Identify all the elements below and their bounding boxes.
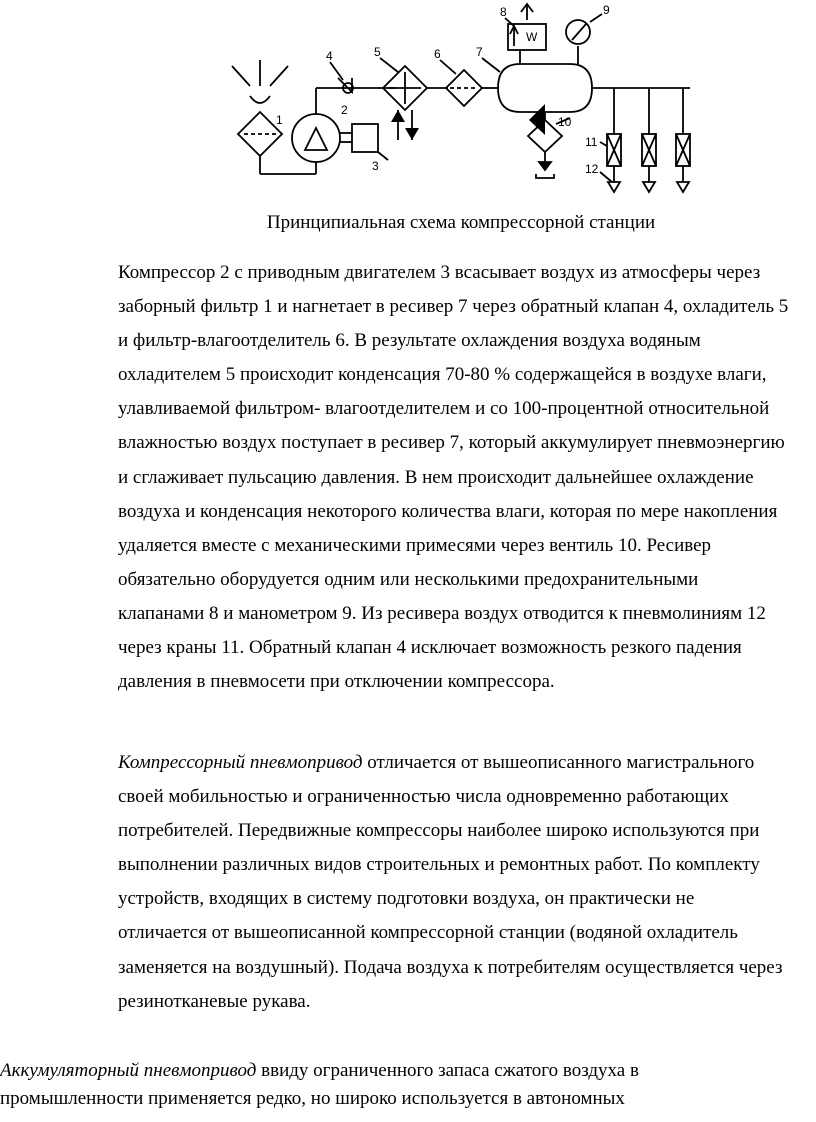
text-line: воздуха и конденсация некоторого количества влаги, которая по мере накопления [118, 500, 778, 522]
label-8: 8 [500, 5, 507, 19]
text-line: влажностью воздух поступает в ресивер 7, который аккумулирует пневмоэнергию [118, 432, 785, 454]
text-line: Компрессор 2 с приводным двигателем 3 всасывает воздух из атмосферы через [118, 262, 761, 283]
label-9: 9 [603, 3, 610, 17]
label-5: 5 [374, 45, 381, 59]
italic-term: Аккумуляторный пневмопривод [0, 1060, 257, 1081]
figure-caption: Принципиальная схема компрессорной станции [266, 212, 656, 233]
text-line: обязательно оборудуется одним или несколькими предохранительными [118, 568, 699, 590]
text-line: выполнении различных видов строительных и ремонтных работ. По комплекту [118, 854, 760, 876]
text-line: промышленности применяется редко, но широко используется в автономных [0, 1088, 625, 1109]
text-line: потребителей. Передвижные компрессоры наиболее широко используются при [118, 820, 760, 842]
text-line: своей мобильностью и ограниченностью числа одновременно работающих [118, 786, 729, 808]
label-1: 1 [276, 113, 283, 127]
text-line: резинотканевые рукава. [118, 990, 311, 1012]
label-10: 10 [558, 115, 572, 129]
text-fragment: отличается от вышеописанного магистрального [362, 752, 755, 773]
text-line: давления в пневмосети при отключении компрессора. [118, 671, 555, 693]
label-7: 7 [476, 45, 483, 59]
text-line: и сглаживает пульсацию давления. В нем происходит дальнейшее охлаждение [118, 466, 754, 488]
text-line: заменяется на воздушный). Подача воздуха к потребителям осуществляется через [118, 956, 783, 978]
paragraph-accumulator-drive [0, 1057, 780, 1113]
italic-term: Компрессорный пневмопривод [118, 752, 363, 773]
text-line: удаляется вместе с механическими примесями через вентиль 10. Ресивер [118, 534, 712, 556]
compressor-station-diagram [0, 0, 816, 200]
label-w: W [526, 30, 538, 44]
text-line: и фильтр-влагоотделитель 6. В результате охлаждения воздуха водяным [118, 330, 701, 352]
label-11: 11 [585, 135, 598, 149]
paragraph-compressor-drive [82, 746, 816, 1019]
text-line: устройств, входящих в систему подготовки воздуха, он практически не [118, 888, 695, 910]
label-12: 12 [585, 162, 599, 176]
paragraph-compressor-station [82, 256, 816, 699]
label-2: 2 [341, 103, 348, 117]
text-line: улавливаемой фильтром- влагоотделителем и со 100-процентной относительной [118, 398, 770, 420]
label-6: 6 [434, 47, 441, 61]
text-line: заборный фильтр 1 и нагнетает в ресивер 7 через обратный клапан 4, охладитель 5 [118, 296, 789, 318]
text-fragment: ввиду ограниченного запаса сжатого воздуха в [256, 1060, 639, 1081]
label-4: 4 [326, 49, 333, 63]
text-line: охладителем 5 происходит конденсация 70-80 % содержащейся в воздухе влаги, [118, 364, 767, 386]
text-line: отличается от вышеописанной компрессорной станции (водяной охладитель [118, 922, 738, 944]
label-3: 3 [372, 159, 379, 173]
text-line [82, 746, 816, 780]
text-line: клапанами 8 и манометром 9. Из ресивера воздух отводится к пневмолиниям 12 [118, 602, 766, 624]
text-line: через краны 11. Обратный клапан 4 исключает возможность резкого падения [118, 637, 742, 659]
text-line [0, 1057, 780, 1085]
